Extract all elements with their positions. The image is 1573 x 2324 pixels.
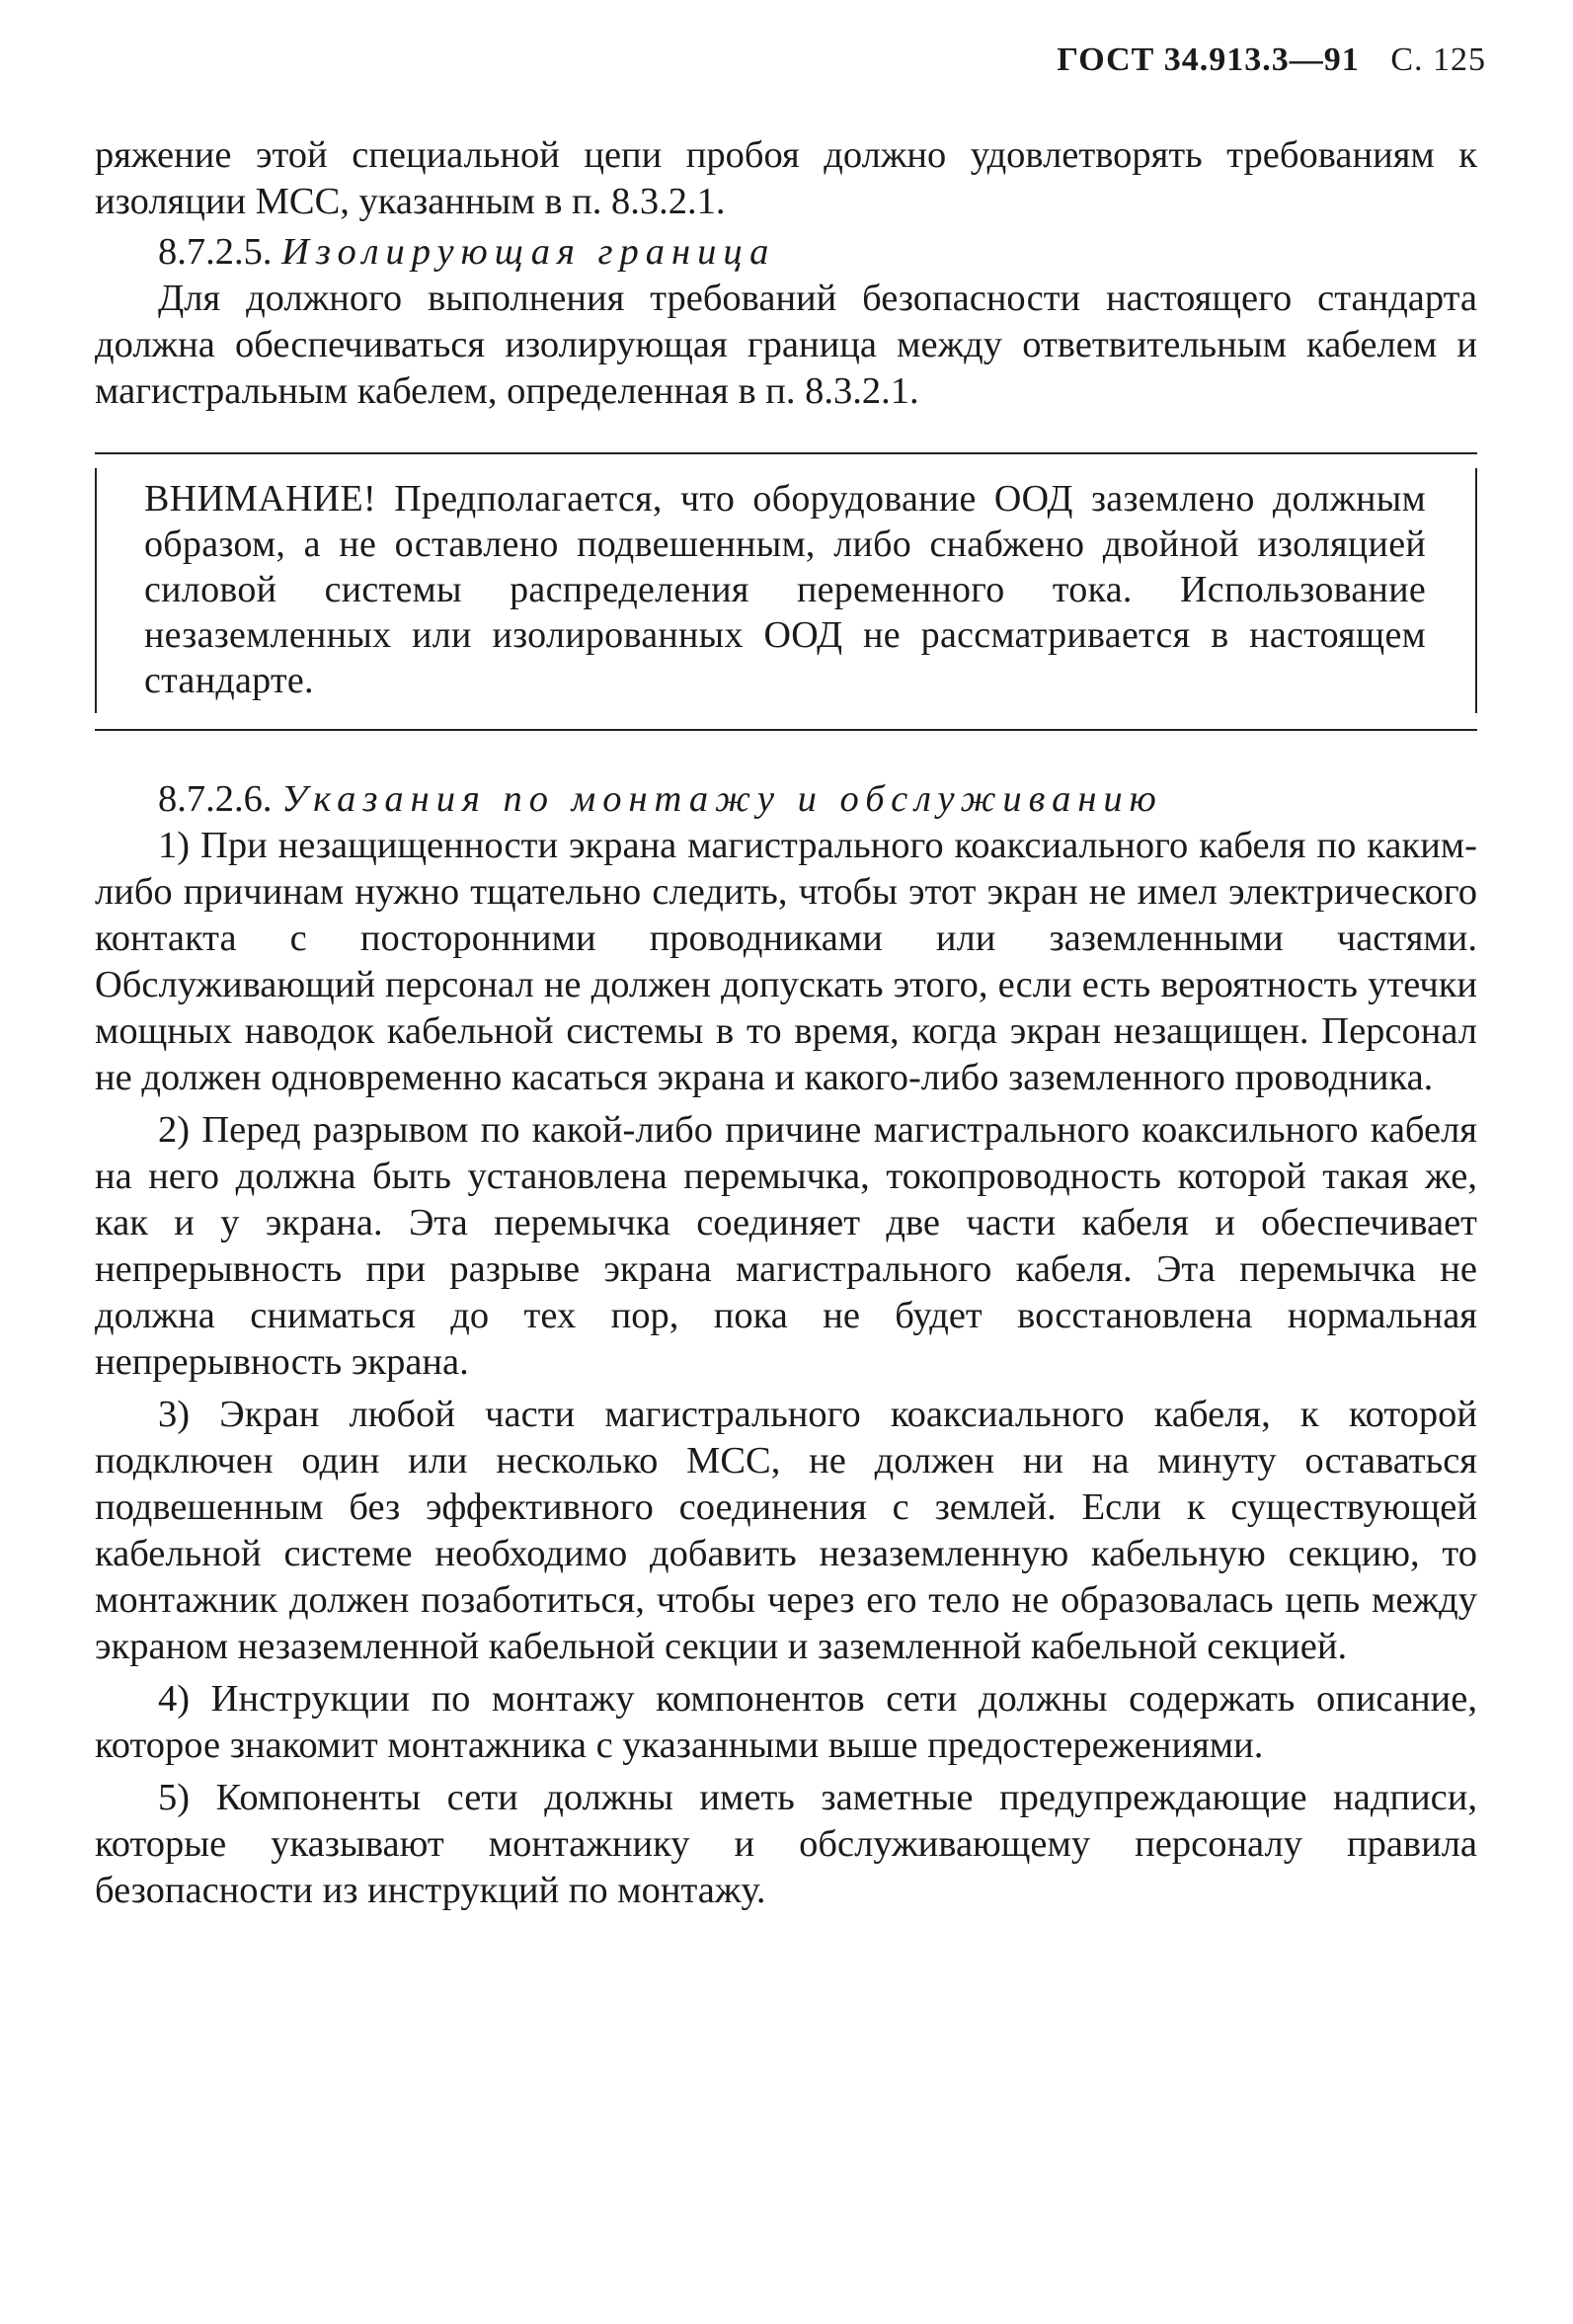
section-8725-text: Для должного выполнения требований безопасности настоящего стандарта должна обеспечиваться изолирующая граница между ответвительным кабелем и магистральным кабелем, определенная в п. 8.3.2.1. [95,278,1477,412]
warning-box [95,452,1477,731]
list-item: 2) Перед разрывом по какой-либо причине магистрального коаксильного кабеля на него должна быть установлена перемычка, токопроводность которой такая же, как и у экрана. Эта перемычка соединяет две части кабеля и обеспечивает непрерывность при разрыве экрана магистрального кабеля. Эта перемычка не должна сниматься до тех пор, пока не будет восстановлена нормальная непрерывность экрана. [95,1109,1477,1383]
page-number: С. 125 [1390,41,1486,78]
list-item: 5) Компоненты сети должны иметь заметные предупреждающие надписи, которые указывают монтажнику и обслуживающему персоналу правила безопасности из инструкций по монтажу. [95,1777,1477,1911]
list-item: 3) Экран любой части магистрального коаксиального кабеля, к которой подключен один или несколько МСС, не должен ни на минуту оставаться подвешенным без эффективного соединения с землей. Если к существующей кабельной системе необходимо добавить незаземленную кабельную секцию, то монтажник должен позаботиться, чтобы через его тело не образовалась цепь между экраном незаземленной кабельной секции и заземленной кабельной секцией. [95,1394,1477,1667]
page-header [1057,41,1486,79]
warning-text: ВНИМАНИЕ! Предполагается, что оборудование ООД заземлено должным образом, а не оставлено подвешенным, либо снабжено двойной изоляцией силовой системы распределения переменного тока. Использование незаземленных или изолированных ООД не рассматривается в настоящем стандарте. [144,478,1426,701]
standard-number: ГОСТ 34.913.3—91 [1057,41,1360,78]
section-8725-title: Изолирующая граница [281,231,776,273]
warning-frame [95,468,1477,713]
intro-paragraph: ряжение этой специальной цепи пробоя должно удовлетворять требованиям к изоляции МСС, указанным в п. 8.3.2.1. [95,134,1477,222]
section-8726-heading [95,776,1477,823]
list-item: 4) Инструкции по монтажу компонентов сети должны содержать описание, которое знакомит монтажника с указанными выше предостережениями. [95,1678,1477,1766]
section-8726-title: Указания по монтажу и обслуживанию [281,778,1163,820]
section-8725-heading [95,229,1477,276]
page-content [95,132,1477,1914]
section-8726-number: 8.7.2.6. [158,778,273,820]
list-item: 1) При незащищенности экрана магистрального коаксиального кабеля по каким-либо причинам нужно тщательно следить, чтобы этот экран не имел электрического контакта с посторонними проводниками или заземленными частями. Обслуживающий персонал не должен допускать этого, если есть вероятность утечки мощных наводок кабельной системы в то время, когда экран незащищен. Персонал не должен одновременно касаться экрана и какого-либо заземленного проводника. [95,825,1477,1098]
section-8725-number: 8.7.2.5. [158,231,273,273]
